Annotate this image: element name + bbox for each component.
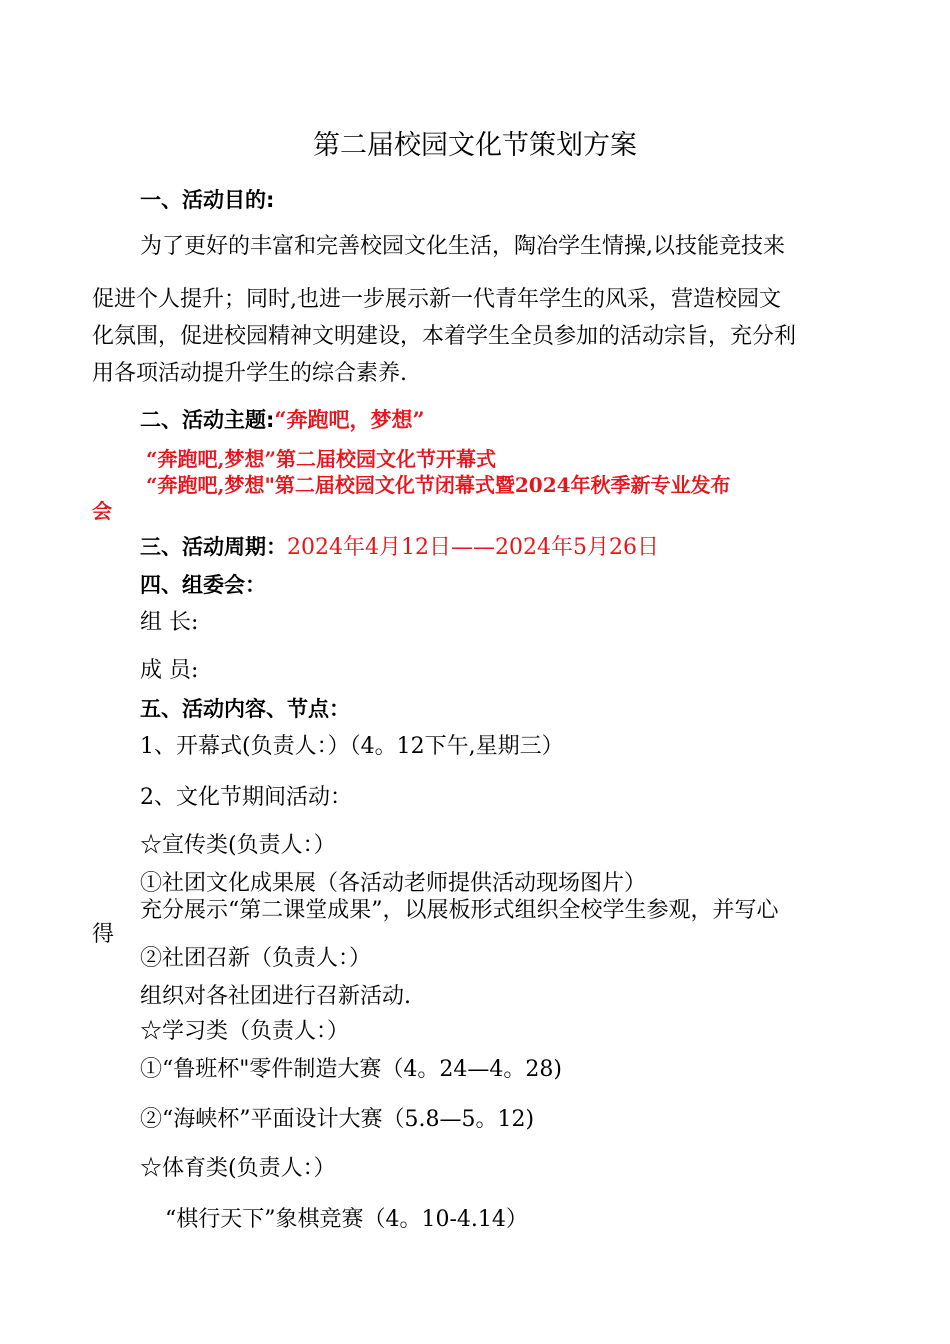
section-2-heading: 二、活动主题: — [140, 408, 275, 432]
section-3-row — [140, 533, 659, 562]
study-item-1: ①“鲁班杯"零件制造大赛（4。24—4。28) — [140, 1057, 562, 1082]
section-4-heading: 四、组委会： — [140, 573, 266, 597]
purpose-line-3: 化氛围，促进校园精神文明建设，本着学生全员参加的活动宗旨，充分利 — [92, 324, 797, 349]
promotion-item-2: ②社团召新（负责人：） — [140, 946, 372, 971]
promotion-item-1-desc-wrap: 得 — [92, 922, 115, 947]
promotion-item-1: ①社团文化成果展（各活动老师提供活动现场图片） — [140, 871, 647, 896]
purpose-line-4: 用各项活动提升学生的综合素养. — [92, 361, 407, 386]
item-opening-ceremony: 1、开幕式(负责人：）（4。12下午,星期三） — [140, 734, 564, 759]
promotion-item-1-desc: 充分展示“第二课堂成果”，以展板形式组织全校学生参观，并写心 — [140, 898, 779, 923]
page-title: 第二届校园文化节策划方案 — [313, 130, 637, 161]
category-promotion: ☆宣传类(负责人：） — [140, 833, 336, 858]
activity-period: 2024年4月12日——2024年5月26日 — [287, 535, 659, 560]
theme-closing-line-wrap: 会 — [92, 499, 112, 523]
category-study: ☆学习类（负责人：） — [140, 1019, 350, 1044]
theme-opening-line: “奔跑吧,梦想”第二届校园文化节开幕式 — [146, 447, 496, 471]
sports-item-1: “棋行天下”象棋竞赛（4。10-4.14） — [165, 1207, 528, 1232]
purpose-line-2: 促进个人提升；同时,也进一步展示新一代青年学生的风采，营造校园文 — [92, 287, 781, 312]
purpose-line-1: 为了更好的丰富和完善校园文化生活，陶冶学生情操,以技能竞技来 — [140, 234, 785, 259]
theme-closing-line: “奔跑吧,梦想"第二届校园文化节闭幕式暨2024年秋季新专业发布 — [146, 473, 731, 497]
study-item-2: ②“海峡杯”平面设计大赛（5.8—5。12) — [140, 1107, 535, 1132]
section-3-heading: 三、活动周期： — [140, 535, 287, 559]
section-2-row — [140, 406, 425, 435]
section-5-heading: 五、活动内容、节点： — [140, 697, 350, 721]
item-festival-activities: 2、文化节期间活动： — [140, 785, 352, 810]
section-1-heading: 一、活动目的: — [140, 188, 275, 212]
category-sports: ☆体育类(负责人：） — [140, 1156, 336, 1181]
theme-text: “奔跑吧，梦想” — [274, 407, 425, 432]
promotion-item-2-desc: 组织对各社团进行召新活动. — [140, 984, 411, 1009]
committee-leader: 组 长: — [140, 610, 199, 635]
committee-members: 成 员: — [140, 658, 199, 683]
